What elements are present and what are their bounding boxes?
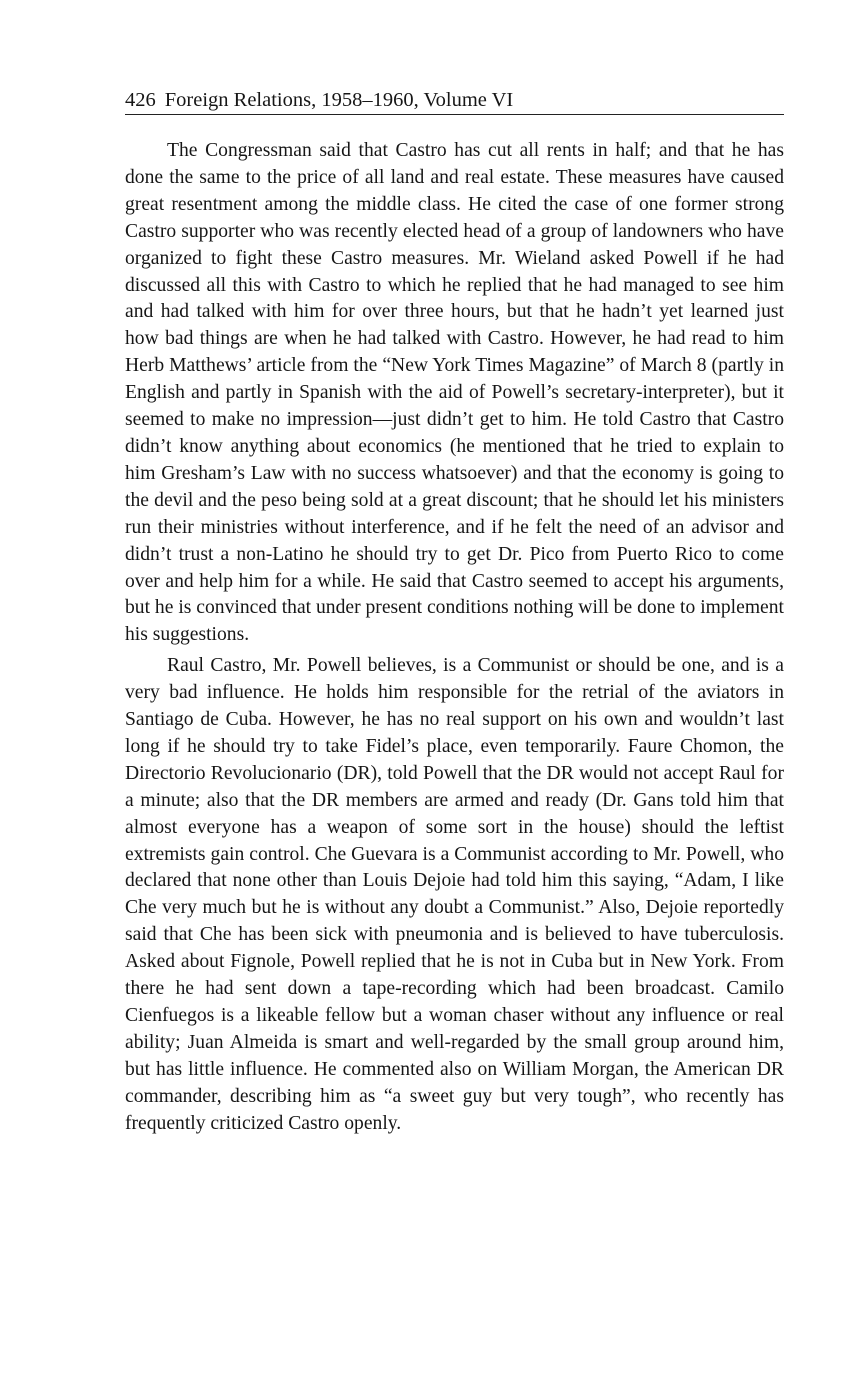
page-number: 426 — [125, 89, 156, 111]
paragraph-congressman-rents: The Congressman said that Castro has cut all rents in half; and that he has done the same to the price of all land and real estate. These measures have caused great resentment among the middle class. He cited the case of one former strong Castro supporter who was recently elected head of a group of landowners who have organized to fight these Castro measures. Mr. Wieland asked Powell if he had discussed all this with Castro to which he replied that he had managed to see him and had talked with him for over three hours, but that he hadn’t yet learned just how bad things are when he had talked with Castro. However, he had read to him Herb Matthews’ article from the “New York Times Magazine” of March 8 (partly in English and partly in Spanish with the aid of Powell’s secretary-interpreter), but it seemed to make no impression—just didn’t get to him. He told Castro that Castro didn’t know anything about economics (he mentioned that he tried to explain to him Gresham’s Law with no success whatsoever) and that the economy is going to the devil and the peso being sold at a great discount; that he should let his ministers run their ministries without interference, and if he felt the need of an advisor and didn’t trust a non-Latino he should try to get Dr. Pico from Puerto Rico to come over and help him for a while. He said that Castro seemed to accept his arguments, but he is convinced that under present conditions nothing will be done to implement his suggestions. — [125, 140, 784, 646]
volume-title: Foreign Relations, 1958–1960, Volume VI — [164, 89, 514, 111]
body-text — [125, 138, 784, 1138]
document-page — [125, 86, 784, 1142]
running-head — [125, 86, 784, 115]
paragraph-raul-castro: Raul Castro, Mr. Powell believes, is a Communist or should be one, and is a very bad influence. He holds him responsible for the retrial of the aviators in Santiago de Cuba. However, he has no real support on his own and wouldn’t last long if he should try to take Fidel’s place, even temporarily. Faure Chomon, the Directorio Revolucionario (DR), told Powell that the DR would not accept Raul for a minute; also that the DR members are armed and ready (Dr. Gans told him that almost everyone has a weapon of some sort in the house) should the leftist extremists gain control. Che Guevara is a Communist according to Mr. Powell, who declared that none other than Louis Dejoie had told him this saying, “Adam, I like Che very much but he is without any doubt a Communist.” Also, Dejoie reportedly said that Che has been sick with pneumonia and is believed to have tuberculosis. Asked about Fignole, Powell replied that he is not in Cuba but in New York. From there he had sent down a tape-recording which had been broadcast. Camilo Cienfuegos is a likeable fellow but a woman chaser without any influence or real ability; Juan Almeida is smart and well-regarded by the small group around him, but has little influence. He commented also on William Morgan, the American DR commander, describing him as “a sweet guy but very tough”, who recently has frequently criticized Castro openly. — [125, 655, 784, 1134]
